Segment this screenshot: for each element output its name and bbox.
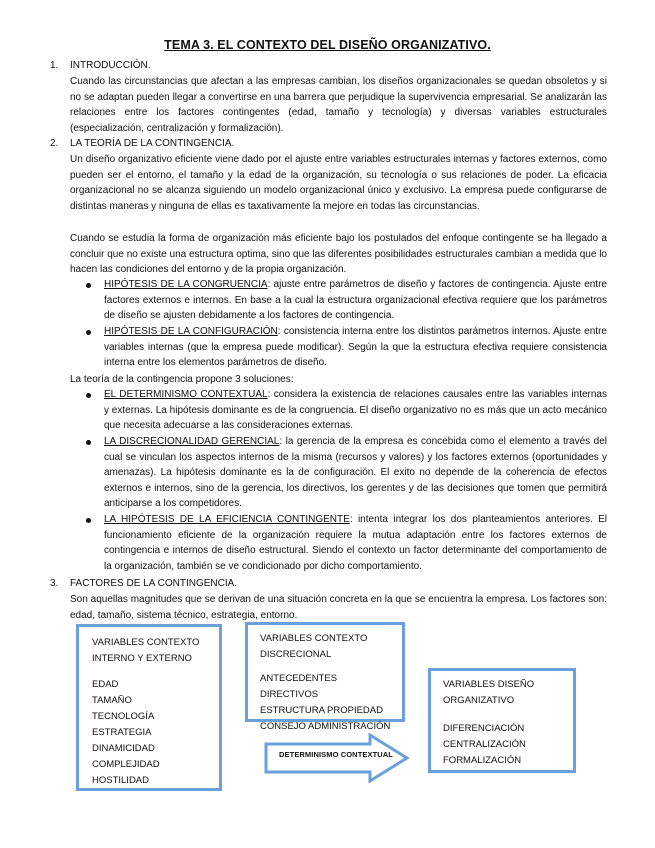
box-item: HOSTILIDAD [92,775,150,786]
hipotesis-congruencia [104,277,607,324]
box-title-line: INTERNO Y EXTERNO [92,653,192,664]
bullet-icon [86,330,91,335]
box-title-line: DISCRECIONAL [260,649,332,660]
box-item: FORMALIZACIÓN [443,755,522,766]
box-variables-contexto-interno-externo [76,624,222,791]
hipotesis-configuracion [104,324,607,371]
section-title: INTRODUCCIÓN. [70,60,151,71]
box-item: ANTECEDENTES DIRECTIVOS [260,673,338,700]
hipotesis-text: : consistencia interna entre los distintos parámetros internos. Ajuste entre variables internas (que la empresa puede modificar). Según la que la estructura efectiva requiere consistencia interna entre los elementos parámetros de diseño. [104,326,607,368]
box-variables-diseno-organizativo [428,668,576,773]
box-title-line: VARIABLES CONTEXTO [260,633,368,644]
box-item: DIFERENCIACIÓN [443,723,525,734]
solucion-term: EL DETERMINISMO CONTEXTUAL [104,389,268,400]
arrow-label: DETERMINISMO CONTEXTUAL [279,750,393,759]
bullet-icon [86,283,91,288]
section-number: 1. [50,60,59,71]
box-item: COMPLEJIDAD [92,759,160,770]
box-item: DINAMICIDAD [92,743,155,754]
solucion-discrecionalidad [104,434,607,512]
box-title-line: VARIABLES CONTEXTO [92,637,200,648]
bullet-icon [86,440,91,445]
box-item: EDAD [92,679,119,690]
box-item: TECNOLOGÍA [92,711,155,722]
intro-paragraph: Cuando las circunstancias que afectan a las empresas cambian, los diseños organizacionales se quedan obsoletos y si no se adaptan pueden llegar a convertirse en una barrera que perjudique la supervivencia empresarial. Se analizarán las relaciones entre los factores contingentes (edad, tamaño y tecnología) y diversas variables estructurales (especialización, centralización y formalización). [70,76,607,134]
solucion-eficiencia [104,512,607,574]
section-title: LA TEORÍA DE LA CONTINGENCIA. [70,138,235,149]
section-heading-1 [50,60,151,71]
factores-paragraph: Son aquellas magnitudes que se derivan de una situación concreta en la que se encuentra la empresa. Los factores son: edad, tamaño, sistema técnico, estrategia, entorno. [70,594,607,621]
hipotesis-term: HIPÓTESIS DE LA CONFIGURACIÓN [104,326,278,337]
solucion-text: : intenta integrar los dos planteamientos anteriores. El funcionamiento eficiente de la organización requiere la mutua adaptación entre los factores externos de contingencia e internos de diseño estructural. Siendo el contexto un factor determinante del comportamiento de la organización, también se ve condicionado por dicho comportamiento. [104,514,607,572]
solucion-text: : la gerencia de la empresa es concebida como el elemento a través del cual se vinculan los aspectos internos de la misma (recursos y valores) y los factores externos (oportunidades y amenazas). La hipótesis dominante es la de configuración. El exito no depende de la coherencia de efectos externos e internos, sino de la gerencia, los directivos, los gerentes y de las decisiones que tomen que permitirá anticiparse a los competidores. [104,436,607,509]
section-title: FACTORES DE LA CONTINGENCIA. [70,578,238,589]
box-item: ESTRUCTURA PROPIEDAD [260,705,383,716]
section-heading-2 [50,138,234,149]
box-variables-contexto-discrecional [245,622,405,732]
box-item: TAMAÑO [92,695,132,706]
teoria-paragraph-2: Cuando se estudia la forma de organización más eficiente bajo los postulados del enfoque contingente se ha llegado a concluir que no existe una estructura optima, sino que las diferentes posibilidades estructurales cambian a medida que lo hacen las condiciones del entorno y de la propia organización. [70,233,607,275]
document-title: TEMA 3. EL CONTEXTO DEL DISEÑO ORGANIZATIVO. [164,38,491,52]
solucion-term: LA HIPÓTESIS DE LA EFICIENCIA CONTINGENTE [104,514,350,525]
soluciones-intro: La teoría de la contingencia propone 3 soluciones: [70,374,294,385]
hipotesis-text: : ajuste entre parámetros de diseño y factores de contingencia. Ajuste entre factores externos e internos. En base a la cual la estructura organizacional efectiva requiere que los parámetros de diseño se ajusten debidamente a los factores de contingencia. [104,279,607,321]
box-item: CONSEJO ADMINISTRACIÓN [260,721,391,732]
solucion-determinismo [104,387,607,434]
bullet-icon [86,518,91,523]
box-title-line: ORGANIZATIVO [443,695,515,706]
bullet-icon [86,393,91,398]
teoria-paragraph-1: Un diseño organizativo eficiente viene dado por el ajuste entre variables estructurales internas y factores externos, como pueden ser el entorno, el tamaño y la edad de la organización, su tecnología o sus relaciones de poder. La eficacia organizacional no se alcanza siguiendo un modelo organizacional único y exclusivo. La empresa puede configurarse de distintas maneras y ninguna de ellas es taxativamente la mejore en todas las circunstancias. [70,154,607,212]
box-title-line: VARIABLES DISEÑO [443,679,535,690]
solucion-text: : considera la existencia de relaciones causales entre las variables internas y externas. La hipótesis dominante es de la congruencia. El diseño organizativo no es más que un acto mecánico que necesita adecuarse a las consideraciones externas. [104,389,607,431]
hipotesis-term: HIPÓTESIS DE LA CONGRUENCIA [104,279,268,290]
box-item: ESTRATEGIA [92,727,152,738]
box-item: CENTRALIZACIÓN [443,739,526,750]
section-heading-3 [50,578,237,589]
solucion-term: LA DISCRECIONALIDAD GERENCIAL [104,436,280,447]
section-number: 3. [50,578,59,589]
section-number: 2. [50,138,59,149]
